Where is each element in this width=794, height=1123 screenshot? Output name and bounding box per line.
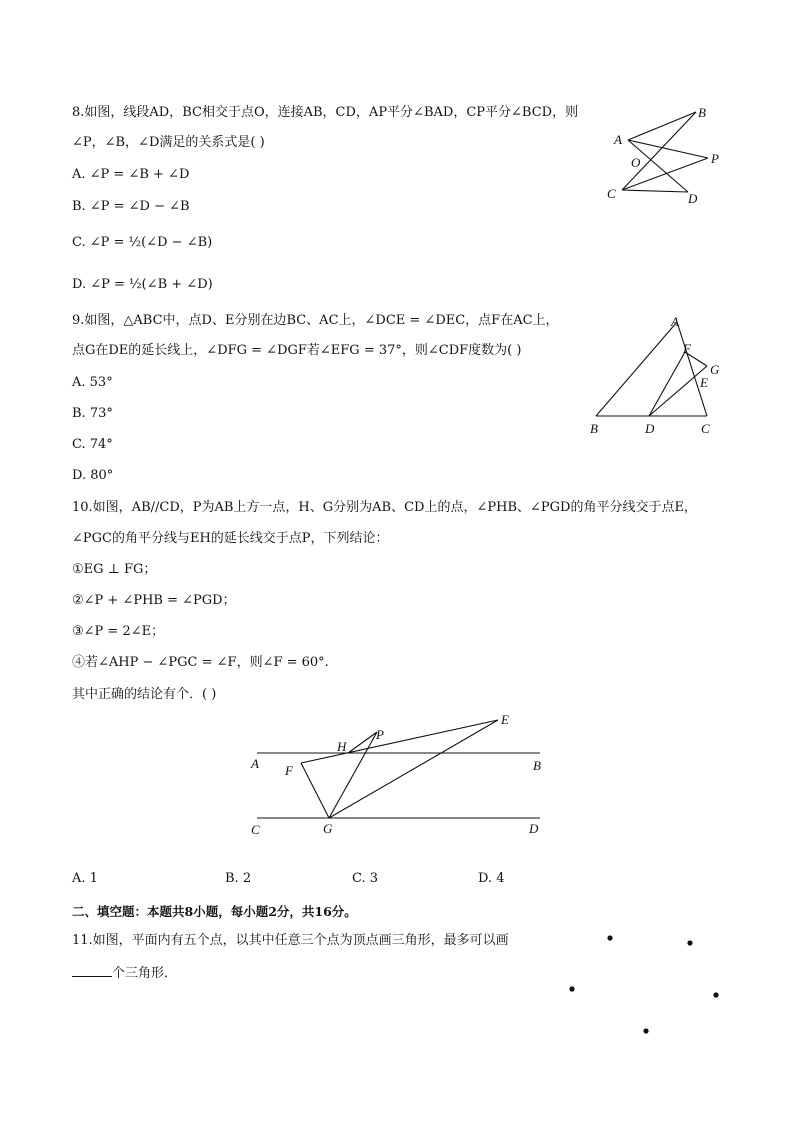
q10-item-3: ③∠P = 2∠E； bbox=[72, 624, 165, 639]
q9-stem-line1: 9.如图，△ABC中，点D、E分别在边BC、AC上，∠DCE = ∠DEC，点F在AC上， bbox=[72, 313, 559, 328]
q11-stem-line2 bbox=[72, 964, 177, 983]
q8-option-b: B. ∠P = ∠D − ∠B bbox=[72, 199, 190, 214]
q8-label-a: A bbox=[614, 132, 622, 147]
q8-option-a: A. ∠P = ∠B + ∠D bbox=[72, 167, 190, 182]
q8-option-c: C. ∠P = ½(∠D − ∠B) bbox=[72, 235, 213, 250]
q8-option-d: D. ∠P = ½(∠B + ∠D) bbox=[72, 277, 213, 292]
q10-label-g: G bbox=[323, 821, 333, 836]
q10-option-a: A. 1 bbox=[72, 871, 98, 886]
q9-option-c: C. 74° bbox=[72, 437, 113, 452]
q9-label-e: E bbox=[700, 375, 708, 390]
q9-label-a: A bbox=[671, 314, 679, 329]
q11-point bbox=[643, 1028, 648, 1033]
q11-answer-blank bbox=[72, 964, 112, 977]
q10-label-f: F bbox=[285, 763, 293, 778]
q8-label-c: C bbox=[607, 186, 616, 201]
q8-stem-line2: ∠P，∠B，∠D满足的关系式是( ) bbox=[72, 135, 265, 150]
q9-label-g: G bbox=[710, 362, 720, 377]
q11-point bbox=[569, 986, 574, 991]
q9-stem-line2: 点G在DE的延长线上，∠DFG = ∠DGF若∠EFG = 37°，则∠CDF度数为( ) bbox=[72, 343, 522, 358]
q9-label-b: B bbox=[590, 421, 598, 436]
q11-point bbox=[607, 935, 612, 940]
q10-figure bbox=[245, 708, 555, 843]
q10-label-c: C bbox=[251, 822, 260, 837]
q9-label-c: C bbox=[701, 421, 710, 436]
q11-figure bbox=[560, 925, 730, 1040]
q10-label-h: H bbox=[337, 739, 347, 754]
q10-stem-line1: 10.如图，AB//CD，P为AB上方一点，H、G分别为AB、CD上的点，∠PHB、∠PGD的角平分线交于点E， bbox=[72, 500, 697, 515]
q9-option-a: A. 53° bbox=[72, 375, 113, 390]
q9-label-d: D bbox=[645, 421, 655, 436]
q11-stem-line2-text: 个三角形． bbox=[112, 966, 178, 981]
q10-label-b: B bbox=[533, 758, 541, 773]
q8-label-b: B bbox=[698, 105, 706, 120]
q11-point bbox=[713, 992, 718, 997]
q9-option-d: D. 80° bbox=[72, 468, 114, 483]
q8-label-p: P bbox=[711, 151, 719, 166]
q9-option-b: B. 73° bbox=[72, 406, 113, 421]
section-fill-in-heading: 二、填空题：本题共8小题，每小题2分，共16分。 bbox=[72, 904, 357, 919]
q10-stem-line2: ∠PGC的角平分线与EH的延长线交于点P，下列结论： bbox=[72, 531, 389, 546]
q10-item-2: ②∠P + ∠PHB = ∠PGD； bbox=[72, 593, 236, 608]
q11-stem-line1: 11.如图，平面内有五个点，以其中任意三个点为顶点画三角形，最多可以画 bbox=[72, 933, 509, 948]
q11-point bbox=[687, 940, 692, 945]
q9-figure bbox=[585, 310, 725, 440]
q8-label-d: D bbox=[688, 191, 698, 206]
q10-label-d: D bbox=[529, 821, 539, 836]
q10-item-1: ①EG ⊥ FG； bbox=[72, 562, 157, 577]
q10-label-e: E bbox=[501, 712, 509, 727]
q10-item-4: ④若∠AHP − ∠PGC = ∠F，则∠F = 60°. bbox=[72, 655, 329, 670]
q9-label-f: F bbox=[683, 341, 691, 356]
q10-option-d: D. 4 bbox=[478, 871, 505, 886]
q10-label-a: A bbox=[251, 756, 259, 771]
q8-figure bbox=[600, 100, 730, 210]
q8-stem-line1: 8.如图，线段AD，BC相交于点O，连接AB，CD，AP平分∠BAD，CP平分∠BCD，则 bbox=[72, 105, 579, 120]
q10-option-b: B. 2 bbox=[225, 871, 252, 886]
q10-option-c: C. 3 bbox=[352, 871, 379, 886]
q10-question: 其中正确的结论有个．( ) bbox=[72, 687, 217, 702]
q8-label-o: O bbox=[631, 155, 641, 170]
q10-label-p: P bbox=[376, 727, 384, 742]
